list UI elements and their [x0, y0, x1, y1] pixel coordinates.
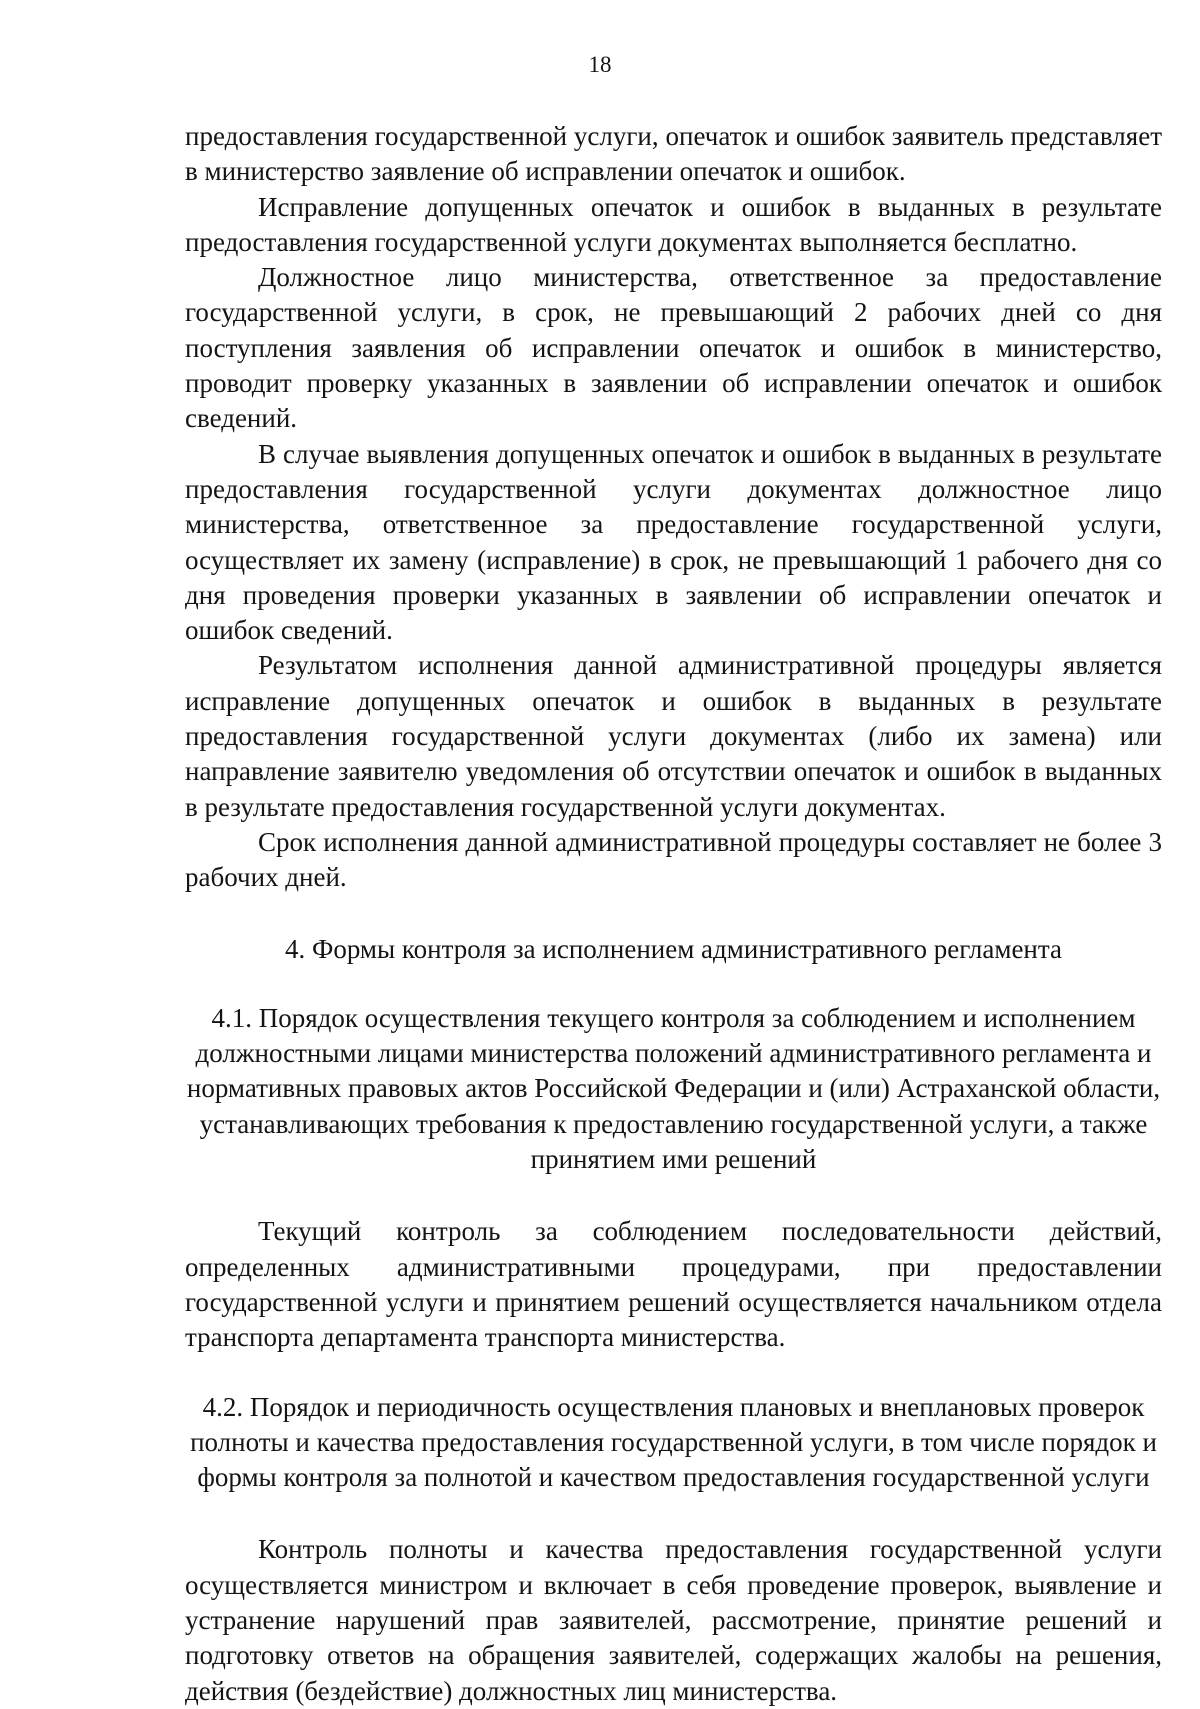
spacer: [185, 1177, 1162, 1214]
paragraph-deadline: Срок исполнения данной административной процедуры составляет не более 3 рабочих дней.: [185, 826, 1162, 893]
document-body: [185, 119, 1162, 1709]
spacer: [185, 1356, 1162, 1390]
paragraph-official-check: Должностное лицо министерства, ответственное за предоставление государственной услуги, в срок, не превышающий 2 рабочих дней со дня поступления заявления об исправлении опечаток и ошибок в министерство, проводит проверку указанных в заявлении об исправлении опечаток и ошибок сведений.: [185, 262, 1162, 434]
page-number: 18: [588, 52, 612, 77]
spacer: [185, 967, 1162, 1001]
section-4-2-heading: 4.2. Порядок и периодичность осуществления плановых и внеплановых проверок полноты и качества предоставления государственной услуги, в том числе порядок и формы контроля за полнотой и качеством предоставления государственной услуги: [190, 1391, 1157, 1493]
section-4-2-paragraph: Контроль полноты и качества предоставления государственной услуги осуществляется министром и включает в себя проведение проверок, выявление и устранение нарушений прав заявителей, рассмотрение, принятие решений и подготовку ответов на обращения заявителей, содержащих жалобы на решения, действия (бездействие) должностных лиц министерства.: [185, 1534, 1162, 1706]
spacer: [185, 1495, 1162, 1532]
paragraph-result: Результатом исполнения данной административной процедуры является исправление допущенных опечаток и ошибок в выданных в результате предоставления государственной услуги документах (либо их замена) или направление заявителю уведомления об отсутствии опечаток и ошибок в выданных в результате предоставления государственной услуги документах.: [185, 650, 1162, 822]
section-4-1-heading: 4.1. Порядок осуществления текущего контроля за соблюдением и исполнением должностными лицами министерства положений административного регламента и нормативных правовых актов Российской Федерации и (или) Астраханской области, устанавливающих требования к предоставлению государственной услуги, а также принятием ими решений: [186, 1002, 1161, 1175]
spacer: [185, 896, 1162, 932]
section-4-1-paragraph: Текущий контроль за соблюдением последовательности действий, определенных административными процедурами, при предоставлении государственной услуги и принятием решений осуществляется начальником отдела транспорта департамента транспорта министерства.: [185, 1216, 1162, 1353]
paragraph-continuation: предоставления государственной услуги, опечаток и ошибок заявитель представляет в министерство заявление об исправлении опечаток и ошибок.: [185, 121, 1162, 187]
paragraph-replacement: В случае выявления допущенных опечаток и ошибок в выданных в результате предоставления государственной услуги документах должностное лицо министерства, ответственное за предоставление государственной услуги, осуществляет их замену (исправление) в срок, не превышающий 1 рабочего дня со дня проведения проверки указанных в заявлении об исправлении опечаток и ошибок сведений.: [185, 438, 1162, 646]
section-4-heading: 4. Формы контроля за исполнением административного регламента: [285, 933, 1062, 964]
paragraph-free-correction: Исправление допущенных опечаток и ошибок в выданных в результате предоставления государственной услуги документах выполняется бесплатно.: [185, 191, 1162, 257]
